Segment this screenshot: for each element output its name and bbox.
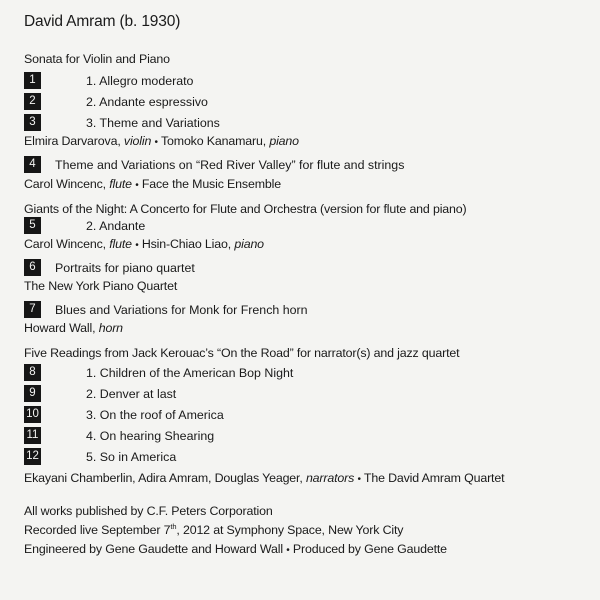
- giants-title: [24, 201, 467, 217]
- publisher-credit: All works published by C.F. Peters Corporation: [24, 504, 273, 518]
- performer-name: Elmira Darvarova: [24, 134, 118, 148]
- red-river-performers: Carol Wincenc, flute • Face the Music Ensemble: [24, 177, 281, 191]
- track-row: [24, 364, 294, 382]
- track-title: 2. Denver at last: [86, 387, 177, 401]
- work-title: Portraits: [55, 261, 102, 275]
- track-number-badge: 7: [24, 301, 41, 318]
- track-row: [24, 156, 404, 174]
- performer-role: narrators: [305, 471, 355, 485]
- performer-name: Carol Wincenc: [24, 237, 103, 251]
- recorded-text: Recorded live September 7: [24, 523, 171, 537]
- track-row: [24, 217, 146, 235]
- produced-text: Produced by Gene Gaudette: [292, 542, 447, 556]
- monk-performer: Howard Wall, horn: [24, 321, 123, 335]
- track-number-badge: 2: [24, 93, 41, 110]
- track-row: [24, 448, 177, 466]
- separator-bullet: •: [286, 545, 290, 556]
- track-title: 1. Allegro moderato: [86, 74, 194, 88]
- track-number-badge: 1: [24, 72, 41, 89]
- work-title: Giants of the Night: A Concerto for Flute and Orchestra: [24, 202, 317, 216]
- track-title: 4. On hearing Shearing: [86, 429, 215, 443]
- performer-role: flute: [109, 177, 132, 191]
- work-title: Five Readings from Jack Kerouac’s “On the Road”: [24, 346, 294, 360]
- separator-bullet: •: [135, 240, 139, 251]
- engineering-credit: [24, 541, 447, 559]
- track-title: 5. So in America: [86, 450, 177, 464]
- performer-role: piano: [234, 237, 264, 251]
- performer-name: Tomoko Kanamaru: [160, 134, 263, 148]
- sonata-performers: Elmira Darvarova, violin • Tomoko Kanamaru, piano: [24, 134, 299, 148]
- track-row: [24, 114, 220, 132]
- work-note: for narrator(s) and jazz quartet: [293, 346, 460, 360]
- track-row: [24, 259, 195, 277]
- track-row: [24, 301, 308, 319]
- track-row: [24, 93, 208, 111]
- track-title: 1. Children of the American Bop Night: [86, 366, 294, 380]
- track-number-badge: 8: [24, 364, 41, 381]
- sonata-title: Sonata for Violin and Piano: [24, 52, 170, 66]
- performer-role: piano: [269, 134, 299, 148]
- performer-name: Carol Wincenc: [24, 177, 103, 191]
- composer-heading: David Amram (b. 1930): [24, 13, 181, 30]
- track-row: [24, 385, 177, 403]
- performer-name: Hsin-Chiao Liao: [141, 237, 228, 251]
- work-note: (version for flute and piano): [316, 202, 467, 216]
- track-number-badge: 4: [24, 156, 41, 173]
- performer-role: violin: [123, 134, 152, 148]
- performer-name: Face the Music Ensemble: [141, 177, 281, 191]
- track-title: 3. Theme and Variations: [86, 116, 220, 130]
- track-number-badge: 9: [24, 385, 41, 402]
- track-row: [24, 72, 194, 90]
- kerouac-title: [24, 345, 459, 361]
- track-row: [24, 427, 215, 445]
- work-note: for piano quartet: [101, 261, 195, 275]
- track-number-badge: 3: [24, 114, 41, 131]
- work-title: Blues and Variations for Monk: [55, 303, 220, 317]
- track-title: 2. Andante: [86, 219, 146, 233]
- track-number-badge: 11: [24, 427, 41, 444]
- engineered-text: Engineered by Gene Gaudette and Howard Wall: [24, 542, 283, 556]
- track-number-badge: 12: [24, 448, 41, 465]
- performer-name: Howard Wall: [24, 321, 93, 335]
- track-title: 3. On the roof of America: [86, 408, 224, 422]
- giants-performers: Carol Wincenc, flute • Hsin-Chiao Liao, piano: [24, 237, 264, 251]
- ordinal-suffix: th: [170, 521, 177, 531]
- track-title: 2. Andante espressivo: [86, 95, 208, 109]
- ensemble-name: The David Amram Quartet: [363, 471, 505, 485]
- performer-role: flute: [109, 237, 132, 251]
- track-row: [24, 406, 224, 424]
- separator-bullet: •: [135, 180, 139, 191]
- performer-role: horn: [98, 321, 123, 335]
- narrator-names: Ekayani Chamberlin, Adira Amram, Douglas Yeager,: [24, 471, 303, 485]
- recorded-text: , 2012 at Symphony Space, New York City: [176, 523, 404, 537]
- portraits-performer: The New York Piano Quartet: [24, 279, 178, 293]
- separator-bullet: •: [357, 474, 361, 485]
- work-note: for French horn: [219, 303, 308, 317]
- recording-credit: [24, 522, 403, 538]
- track-number-badge: 10: [24, 406, 41, 423]
- track-number-badge: 6: [24, 259, 41, 276]
- track-number-badge: 5: [24, 217, 41, 234]
- kerouac-performers: [24, 470, 504, 488]
- track-title: Theme and Variations on “Red River Valley” for flute and strings: [55, 158, 405, 172]
- separator-bullet: •: [154, 137, 158, 148]
